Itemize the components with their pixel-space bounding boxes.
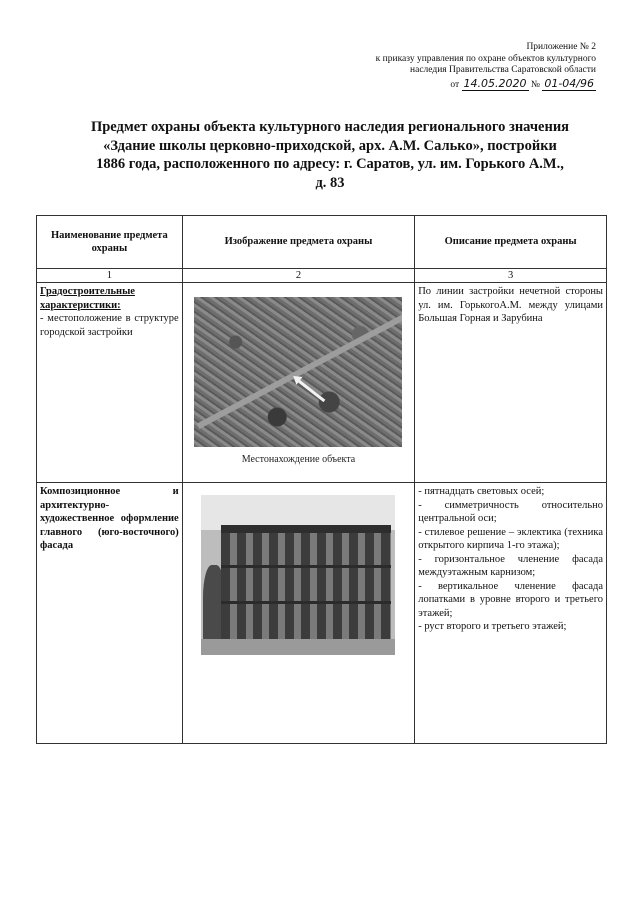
aerial-location-photo bbox=[194, 297, 402, 447]
number-value: 01-04/96 bbox=[544, 76, 594, 90]
appendix-line-3: наследия Правительства Саратовской области bbox=[410, 65, 596, 75]
facade-feature-item: - вертикальное членение фасада лопатками в уровне второго и третьего этажей; bbox=[418, 580, 603, 619]
location-arrow-icon bbox=[297, 379, 326, 402]
column-number-1: 1 bbox=[37, 269, 183, 283]
title-line-4: д. 83 bbox=[315, 174, 345, 191]
title-line-2: «Здание школы церковно-приходской, арх. А.М. Салько», постройки bbox=[103, 137, 557, 154]
table-header-row bbox=[37, 216, 607, 269]
header-name: Наименование предмета охраны bbox=[37, 216, 183, 269]
protection-subject-table bbox=[36, 215, 607, 744]
row1-description: По линии застройки нечетной стороны ул. им. ГорькогоА.М. между улицами Большая Горная и Зарубина bbox=[415, 283, 607, 483]
column-number-row bbox=[37, 269, 607, 283]
date-prefix: от bbox=[450, 79, 460, 90]
appendix-date-line bbox=[296, 78, 596, 92]
document-title bbox=[60, 118, 600, 192]
column-number-2: 2 bbox=[182, 269, 414, 283]
appendix-line-2: к приказу управления по охране объектов культурного bbox=[375, 53, 596, 64]
facade-feature-item: - пятнадцать световых осей; bbox=[418, 486, 545, 497]
facade-feature-item: - горизонтальное членение фасада междуэтажным карнизом; bbox=[418, 553, 603, 578]
header-description: Описание предмета охраны bbox=[415, 216, 607, 269]
title-line-3: 1886 года, расположенного по адресу: г. Саратов, ул. им. Горького А.М., bbox=[96, 156, 564, 172]
number-prefix: № bbox=[530, 79, 540, 90]
title-line-1: Предмет охраны объекта культурного наследия регионального значения bbox=[90, 119, 570, 135]
appendix-line-1: Приложение № 2 bbox=[526, 42, 596, 52]
row1-image-caption: Местонахождение объекта bbox=[241, 454, 356, 465]
row2-image-cell bbox=[182, 483, 414, 744]
row1-image-cell bbox=[182, 283, 414, 483]
row1-name-cell bbox=[37, 283, 183, 483]
row1-name-rest: - местоположение в структуре городской застройки bbox=[40, 313, 179, 338]
row2-name: Композиционное и архитектурно-художественное оформление главного (юго-восточного) фасада bbox=[37, 483, 183, 744]
column-number-3: 3 bbox=[415, 269, 607, 283]
table-row bbox=[37, 483, 607, 744]
facade-feature-item: - симметричность относительно центральной оси; bbox=[418, 499, 603, 524]
facade-feature-item: - руст второго и третьего этажей; bbox=[418, 621, 567, 632]
row1-name-bold: Градостроительные характеристики: bbox=[40, 286, 135, 311]
header-image: Изображение предмета охраны bbox=[182, 216, 414, 269]
date-value: 14.05.2020 bbox=[463, 76, 527, 90]
facade-feature-item: - стилевое решение – эклектика (техника открытого кирпича 1-го этажа); bbox=[418, 526, 603, 551]
table-row bbox=[37, 283, 607, 483]
row2-description-cell bbox=[415, 483, 607, 744]
appendix-note bbox=[296, 42, 596, 91]
facade-photo bbox=[201, 495, 395, 655]
